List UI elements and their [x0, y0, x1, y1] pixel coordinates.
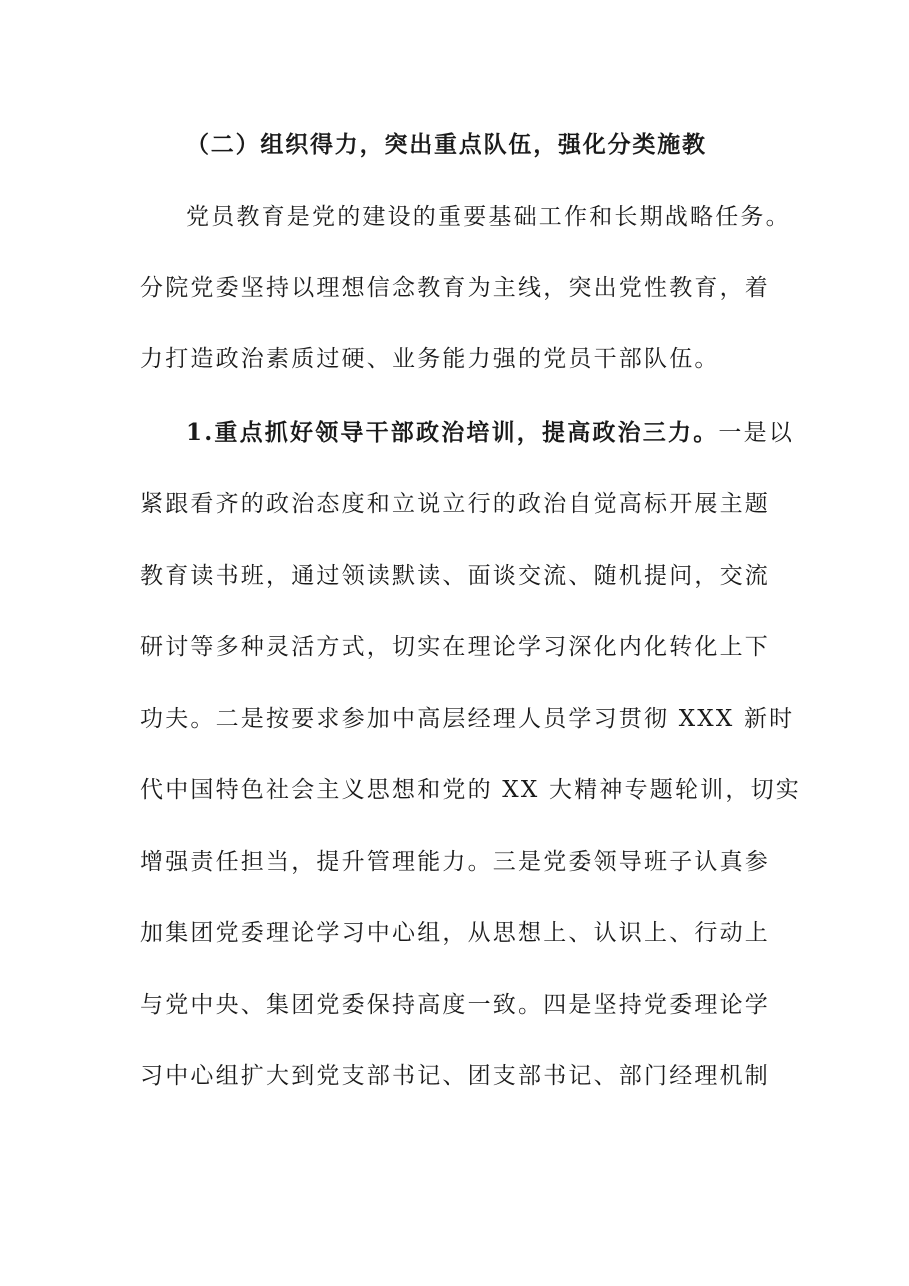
paragraph2-line-1 — [186, 413, 826, 453]
paragraph2-line-10: 习中心组扩大到党支部书记、团支部书记、部门经理机制 — [140, 1063, 770, 1089]
paragraph2-line-6: 代中国特色社会主义思想和党的 XX 大精神专题轮训，切实 — [140, 777, 801, 803]
paragraph2-line-4: 研讨等多种灵活方式，切实在理论学习深化内化转化上下 — [140, 634, 770, 660]
paragraph2-line-3: 教育读书班，通过领读默读、面谈交流、随机提问，交流 — [140, 563, 770, 589]
section-heading: （二）组织得力，突出重点队伍，强化分类施教 — [186, 131, 707, 158]
paragraph2-line-8: 加集团党委理论学习中心组，从思想上、认识上、行动上 — [140, 920, 770, 946]
paragraph2-lead-rest: 一是以 — [718, 420, 795, 446]
paragraph2-line-2: 紧跟看齐的政治态度和立说立行的政治自觉高标开展主题 — [140, 491, 770, 517]
paragraph1-line-1: 党员教育是党的建设的重要基础工作和长期战略任务。 — [186, 204, 791, 230]
paragraph2-line-9: 与党中央、集团党委保持高度一致。四是坚持党委理论学 — [140, 992, 770, 1018]
paragraph1-line-3: 力打造政治素质过硬、业务能力强的党员干部队伍。 — [140, 346, 720, 372]
paragraph1-line-2: 分院党委坚持以理想信念教育为主线，突出党性教育，着 — [140, 275, 770, 301]
paragraph2-lead-bold: 1.重点抓好领导干部政治培训，提高政治三力。 — [186, 419, 719, 446]
paragraph2-line-5: 功夫。二是按要求参加中高层经理人员学习贯彻 XXX 新时 — [140, 706, 795, 732]
paragraph2-line-7: 增强责任担当，提升管理能力。三是党委领导班子认真参 — [140, 849, 770, 875]
